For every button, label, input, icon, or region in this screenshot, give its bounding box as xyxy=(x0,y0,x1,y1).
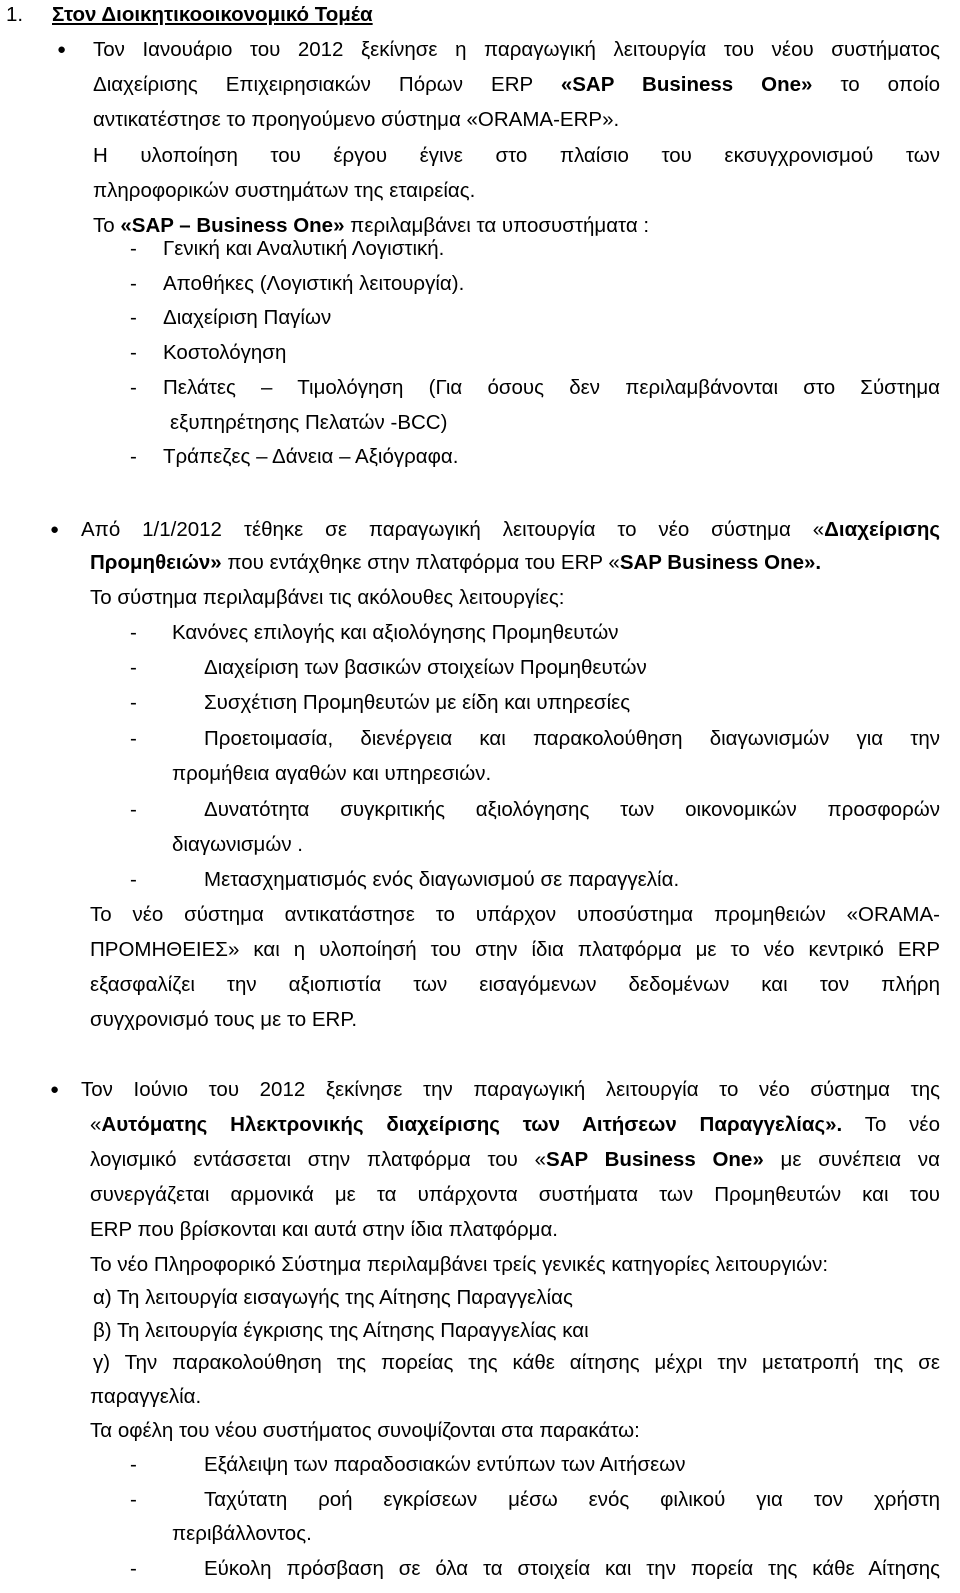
list-item: Εξάλειψη των παραδοσιακών εντύπων των Αιτήσεων xyxy=(204,1453,686,1476)
dash-marker: - xyxy=(130,621,137,644)
bullet-icon: ● xyxy=(50,1081,60,1098)
list-item: Γενική και Αναλυτική Λογιστική. xyxy=(163,237,445,260)
paragraph-line: Από 1/1/2012 τέθηκε σε παραγωγική λειτουργία το νέο σύστημα «Διαχείρισης xyxy=(81,518,940,541)
list-item: Πελάτες – Τιμολόγηση (Για όσους δεν περιλαμβάνονται στο Σύστημα xyxy=(163,376,940,399)
dash-marker: - xyxy=(130,1557,137,1580)
list-item: Μετασχηματισμός ενός διαγωνισμού σε παραγγελία. xyxy=(204,868,680,891)
list-item-continuation: εξυπηρέτησης Πελατών -BCC) xyxy=(170,411,448,434)
paragraph-line: Το σύστημα περιλαμβάνει τις ακόλουθες λειτουργίες: xyxy=(90,586,565,609)
paragraph-line: λογισμικό εντάσσεται στην πλατφόρμα του «SAP Business One» με συνέπεια να xyxy=(90,1148,941,1171)
paragraph-line: ERP που βρίσκονται και αυτά στην ίδια πλατφόρμα. xyxy=(90,1218,558,1241)
paragraph-line: γ) Την παρακολούθηση της πορείας της κάθε αίτησης μέχρι την μετατροπή της σε xyxy=(93,1351,940,1374)
paragraph-line: Το νέο σύστημα αντικατάστησε το υπάρχον υποσύστημα προμηθειών «ORAMA- xyxy=(90,903,940,926)
dash-marker: - xyxy=(130,376,137,399)
list-item: Προετοιμασία, διενέργεια και παρακολούθηση διαγωνισμών για την xyxy=(204,727,940,750)
list-item: Διαχείριση Παγίων xyxy=(163,306,332,329)
paragraph-line: Τον Ιανουάριο του 2012 ξεκίνησε η παραγωγική λειτουργία του νέου συστήματος xyxy=(93,38,940,61)
paragraph-line: Το «SAP – Business One» περιλαμβάνει τα υποσυστήματα : xyxy=(93,214,650,237)
list-item: Εύκολη πρόσβαση σε όλα τα στοιχεία και την πορεία της κάθε Αίτησης xyxy=(204,1557,940,1580)
list-item: Τράπεζες – Δάνεια – Αξιόγραφα. xyxy=(163,445,459,468)
paragraph-line: πληροφορικών συστημάτων της εταιρείας. xyxy=(93,179,476,202)
dash-marker: - xyxy=(130,1488,137,1511)
list-item-continuation: προμήθεια αγαθών και υπηρεσιών. xyxy=(172,762,492,785)
paragraph-line: «Αυτόματης Ηλεκτρονικής διαχείρισης των Αιτήσεων Παραγγελίας». Το νέο xyxy=(90,1113,940,1136)
paragraph-line: εξασφαλίζει την αξιοπιστία των εισαγόμενων δεδομένων και τον πλήρη xyxy=(90,973,940,996)
list-item: Κοστολόγηση xyxy=(163,341,287,364)
paragraph-line: Τα οφέλη του νέου συστήματος συνοψίζονται στα παρακάτω: xyxy=(90,1419,640,1442)
list-item: Δυνατότητα συγκριτικής αξιολόγησης των οικονομικών προσφορών xyxy=(204,798,940,821)
dash-marker: - xyxy=(130,237,137,260)
section-heading: Στον Διοικητικοοικονομικό Τομέα xyxy=(52,3,373,26)
list-item: Ταχύτατη ροή εγκρίσεων μέσω ενός φιλικού για τον χρήστη xyxy=(204,1488,940,1511)
paragraph-line: παραγγελία. xyxy=(90,1385,202,1408)
paragraph-line: Διαχείρισης Επιχειρησιακών Πόρων ERP «SAP Business One» το οποίο xyxy=(93,73,941,96)
paragraph-line: Το νέο Πληροφορικό Σύστημα περιλαμβάνει τρείς γενικές κατηγορίες λειτουργιών: xyxy=(90,1253,829,1276)
list-item-continuation: περιβάλλοντος. xyxy=(172,1522,312,1545)
dash-marker: - xyxy=(130,656,137,679)
paragraph-line: ΠΡΟΜΗΘΕΙΕΣ» και η υλοποίησή του στην ίδια πλατφόρμα με το νέο κεντρικό ERP xyxy=(90,938,940,961)
dash-marker: - xyxy=(130,727,137,750)
dash-marker: - xyxy=(130,272,137,295)
list-item-continuation: διαγωνισμών . xyxy=(172,833,303,856)
dash-marker: - xyxy=(130,798,137,821)
dash-marker: - xyxy=(130,691,137,714)
section-number: 1. xyxy=(6,3,24,26)
dash-marker: - xyxy=(130,1453,137,1476)
paragraph-line: Προμηθειών» που εντάχθηκε στην πλατφόρμα του ERP «SAP Business One». xyxy=(90,551,822,574)
bullet-icon: ● xyxy=(50,521,60,538)
paragraph-line: Τον Ιούνιο του 2012 ξεκίνησε την παραγωγική λειτουργία το νέο σύστημα της xyxy=(81,1078,940,1101)
dash-marker: - xyxy=(130,306,137,329)
paragraph-line: β) Τη λειτουργία έγκρισης της Αίτησης Παραγγελίας και xyxy=(93,1319,589,1342)
paragraph-line: συνεργάζεται αρμονικά με τα υπάρχοντα συστήματα των Προμηθευτών και του xyxy=(90,1183,940,1206)
list-item: Συσχέτιση Προμηθευτών με είδη και υπηρεσίες xyxy=(204,691,631,714)
paragraph-line: α) Τη λειτουργία εισαγωγής της Αίτησης Παραγγελίας xyxy=(93,1286,573,1309)
paragraph-line: αντικατέστησε το προηγούμενο σύστημα «ORAMA-ERP». xyxy=(93,108,620,131)
dash-marker: - xyxy=(130,445,137,468)
paragraph-line: Η υλοποίηση του έργου έγινε στο πλαίσιο του εκσυγχρονισμού των xyxy=(93,144,940,167)
dash-marker: - xyxy=(130,341,137,364)
paragraph-line: συγχρονισμό τους με το ERP. xyxy=(90,1008,358,1031)
list-item: Κανόνες επιλογής και αξιολόγησης Προμηθευτών xyxy=(172,621,619,644)
dash-marker: - xyxy=(130,868,137,891)
bullet-icon: ● xyxy=(57,41,67,58)
list-item: Διαχείριση των βασικών στοιχείων Προμηθευτών xyxy=(204,656,647,679)
list-item: Αποθήκες (Λογιστική λειτουργία). xyxy=(163,272,465,295)
